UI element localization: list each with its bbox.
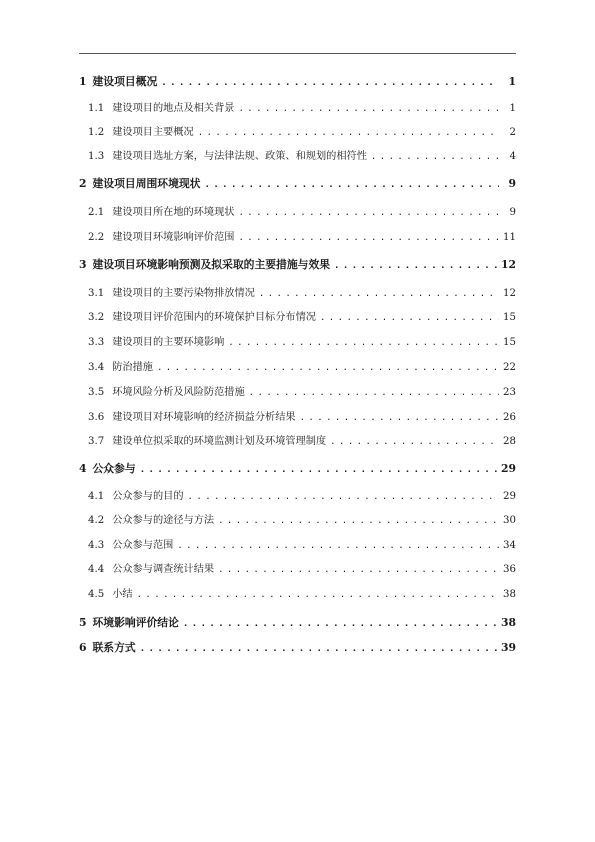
dot-leader xyxy=(371,150,499,164)
toc-chapter-entry[interactable] xyxy=(79,258,516,273)
toc-section-entry[interactable] xyxy=(79,361,516,375)
toc-section-entry[interactable] xyxy=(79,563,516,577)
toc-section-entry[interactable] xyxy=(79,126,516,140)
toc-entry-title: 建设项目对环境影响的经济损益分析结果 xyxy=(112,412,296,423)
toc-entry-title: 公众参与范围 xyxy=(112,540,174,551)
toc-entry-title: 建设项目概况 xyxy=(92,75,158,88)
toc-entry-page-number: 28 xyxy=(503,436,516,447)
dot-leader xyxy=(137,588,499,602)
toc-section-entry[interactable] xyxy=(79,490,516,504)
dot-leader xyxy=(140,463,498,477)
dot-leader xyxy=(157,361,499,375)
toc-entry-number: 1.3 xyxy=(88,151,105,162)
toc-entry-number: 3.4 xyxy=(88,362,105,373)
toc-entry-number: 3 xyxy=(79,258,87,271)
toc-entry-page-number: 11 xyxy=(503,232,516,243)
toc-entry-number: 4.3 xyxy=(88,540,105,551)
dot-leader xyxy=(238,102,499,116)
dot-leader xyxy=(330,435,499,449)
toc-entry-title: 环境风险分析及风险防范措施 xyxy=(112,387,245,398)
dot-leader xyxy=(249,386,499,400)
toc-section-entry[interactable] xyxy=(79,231,516,245)
toc-section-entry[interactable] xyxy=(79,514,516,528)
toc-entry-page-number: 30 xyxy=(503,515,516,526)
toc-entry-title: 建设项目的主要环境影响 xyxy=(112,337,225,348)
toc-entry-number: 5 xyxy=(79,616,87,629)
dot-leader xyxy=(238,206,499,220)
toc-section-entry[interactable] xyxy=(79,311,516,325)
toc-section-entry[interactable] xyxy=(79,336,516,350)
toc-entry-title: 公众参与的途径与方法 xyxy=(112,515,215,526)
toc-entry-title: 防治措施 xyxy=(112,362,153,373)
toc-entry-number: 4.5 xyxy=(88,589,105,600)
toc-entry-number: 3.5 xyxy=(88,387,105,398)
toc-entry-title: 联系方式 xyxy=(92,641,136,654)
toc-entry-title: 建设单位拟采取的环境监测计划及环境管理制度 xyxy=(112,436,327,447)
toc-chapter-entry[interactable] xyxy=(79,75,516,90)
toc-section-entry[interactable] xyxy=(79,435,516,449)
dot-leader xyxy=(238,231,499,245)
toc-section-entry[interactable] xyxy=(79,206,516,220)
toc-entry-title: 环境影响评价结论 xyxy=(92,616,179,629)
toc-entry-page-number: 15 xyxy=(503,312,516,323)
toc-section-entry[interactable] xyxy=(79,150,516,164)
toc-entry-page-number: 39 xyxy=(500,641,516,654)
toc-entry-number: 4.1 xyxy=(88,491,105,502)
toc-entry-number: 3.6 xyxy=(88,412,105,423)
dot-leader xyxy=(188,490,499,504)
toc-entry-page-number: 9 xyxy=(509,207,516,218)
toc-entry-title: 建设项目周围环境现状 xyxy=(92,177,201,190)
toc-section-entry[interactable] xyxy=(79,287,516,301)
dot-leader xyxy=(218,563,499,577)
toc-entry-page-number: 38 xyxy=(500,616,516,629)
toc-entry-page-number: 15 xyxy=(503,337,516,348)
toc-entry-page-number: 9 xyxy=(508,177,516,190)
toc-entry-page-number: 26 xyxy=(503,412,516,423)
toc-entry-title: 建设项目环境影响评价范围 xyxy=(112,232,235,243)
toc-entry-page-number: 2 xyxy=(509,127,516,138)
toc-entry-number: 2 xyxy=(79,177,87,190)
toc-entry-number: 3.1 xyxy=(88,288,105,299)
toc-entry-title: 建设项目选址方案，与法律法规、政策、和规划的相符性 xyxy=(112,151,367,162)
toc-section-entry[interactable] xyxy=(79,411,516,425)
dot-leader xyxy=(198,126,499,140)
toc-chapter-entry[interactable] xyxy=(79,177,516,192)
dot-leader xyxy=(204,178,499,192)
toc-entry-number: 3.7 xyxy=(88,436,105,447)
toc-entry-title: 公众参与 xyxy=(92,462,136,475)
toc-chapter-entry[interactable] xyxy=(79,616,516,631)
toc-entry-page-number: 34 xyxy=(503,540,516,551)
toc-section-entry[interactable] xyxy=(79,588,516,602)
toc-section-entry[interactable] xyxy=(79,386,516,400)
dot-leader xyxy=(334,259,498,273)
dot-leader xyxy=(177,539,499,553)
toc-section-entry[interactable] xyxy=(79,539,516,553)
toc-entry-title: 建设项目的主要污染物排放情况 xyxy=(112,288,255,299)
toc-entry-title: 建设项目评价范围内的环境保护目标分布情况 xyxy=(112,312,316,323)
dot-leader xyxy=(259,287,499,301)
dot-leader xyxy=(218,514,499,528)
toc-entry-page-number: 12 xyxy=(500,258,516,271)
toc-entry-title: 公众参与的目的 xyxy=(112,491,184,502)
dot-leader xyxy=(320,311,499,325)
toc-entry-title: 建设项目环境影响预测及拟采取的主要措施与效果 xyxy=(92,258,331,271)
toc-entry-title: 小结 xyxy=(112,589,133,600)
toc-entry-number: 4.4 xyxy=(88,564,105,575)
dot-leader xyxy=(140,642,498,656)
toc-entry-title: 建设项目所在地的环境现状 xyxy=(112,207,235,218)
toc-entry-page-number: 1 xyxy=(508,75,516,88)
toc-entry-page-number: 29 xyxy=(503,491,516,502)
toc-entry-number: 3.2 xyxy=(88,312,105,323)
toc-entry-number: 6 xyxy=(79,641,87,654)
toc-entry-page-number: 23 xyxy=(503,387,516,398)
toc-entry-number: 1.2 xyxy=(88,127,105,138)
toc-section-entry[interactable] xyxy=(79,102,516,116)
toc-entry-page-number: 29 xyxy=(500,462,516,475)
toc-entry-title: 建设项目的地点及相关背景 xyxy=(112,103,235,114)
toc-entry-page-number: 22 xyxy=(503,362,516,373)
toc-entry-page-number: 4 xyxy=(509,151,516,162)
toc-entry-number: 2.2 xyxy=(88,232,105,243)
toc-entry-page-number: 38 xyxy=(503,589,516,600)
toc-entry-number: 1 xyxy=(79,75,87,88)
toc-entry-page-number: 12 xyxy=(503,288,516,299)
dot-leader xyxy=(161,76,499,90)
toc-entry-page-number: 1 xyxy=(509,103,516,114)
header-rule xyxy=(79,53,516,54)
toc-chapter-entry[interactable] xyxy=(79,462,516,477)
toc-entry-number: 4.2 xyxy=(88,515,105,526)
dot-leader xyxy=(300,411,499,425)
toc-entry-number: 3.3 xyxy=(88,337,105,348)
toc-entry-title: 公众参与调查统计结果 xyxy=(112,564,215,575)
toc-entry-number: 4 xyxy=(79,462,87,475)
toc-entry-page-number: 36 xyxy=(503,564,516,575)
dot-leader xyxy=(183,617,498,631)
toc-chapter-entry[interactable] xyxy=(79,641,516,656)
toc-entry-title: 建设项目主要概况 xyxy=(112,127,194,138)
toc-entry-number: 1.1 xyxy=(88,103,105,114)
dot-leader xyxy=(228,336,499,350)
toc-entry-number: 2.1 xyxy=(88,207,105,218)
